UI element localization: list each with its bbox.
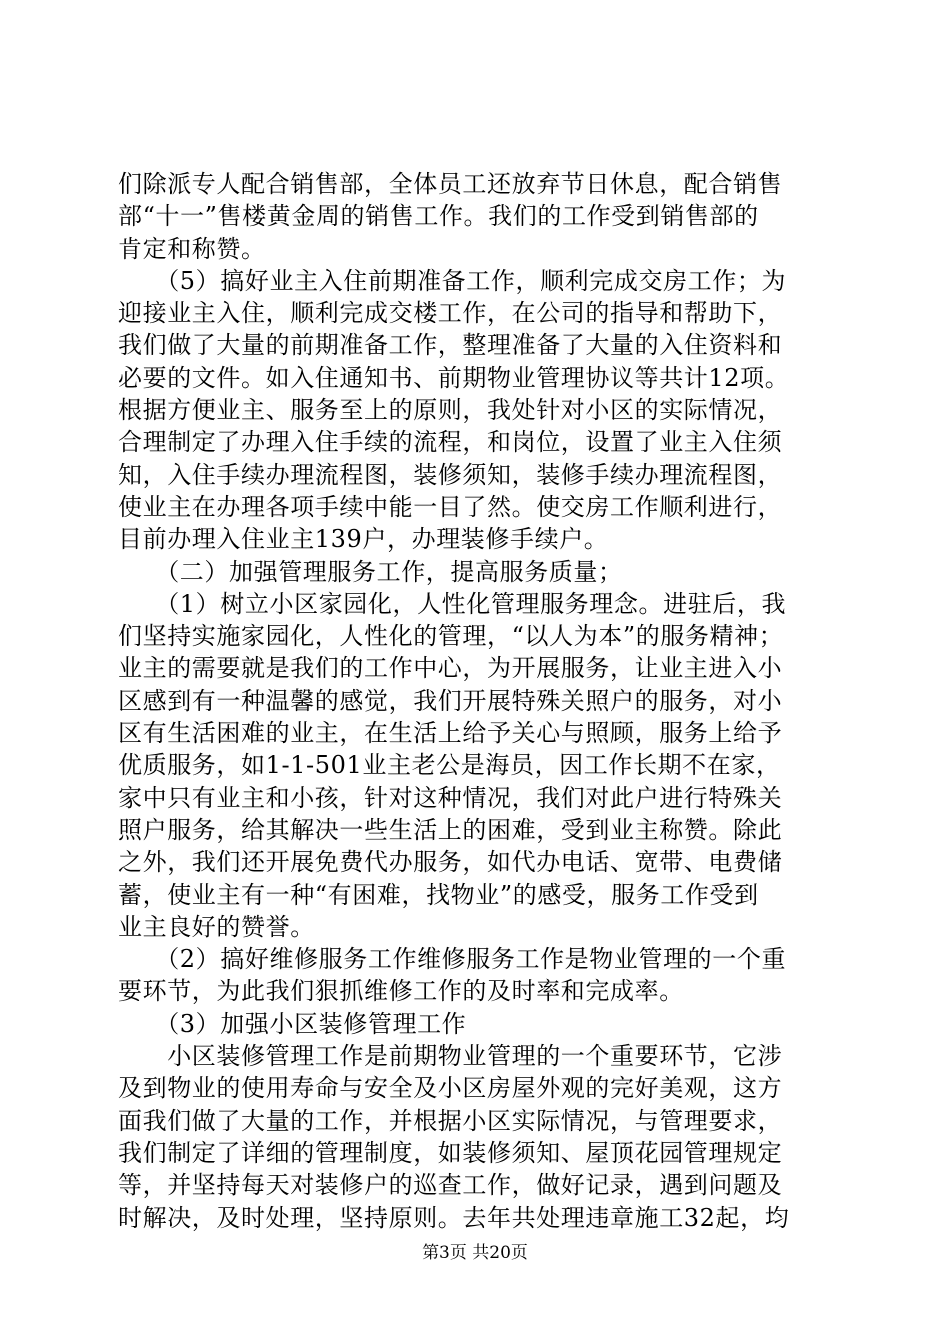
- text-line: 及到物业的使用寿命与安全及小区房屋外观的完好美观，这方: [118, 1074, 783, 1103]
- text-line: 知，入住手续办理流程图，装修须知，装修手续办理流程图，: [118, 460, 783, 489]
- text-line: 必要的文件。如入住通知书、前期物业管理协议等共计12项。: [118, 363, 790, 392]
- text-line: 业主良好的赞誉。: [118, 912, 315, 941]
- text-line: 小区装修管理工作是前期物业管理的一个重要环节，它涉: [118, 1042, 783, 1071]
- text-line: 我们制定了详细的管理制度，如装修须知、屋顶花园管理规定: [118, 1138, 783, 1167]
- text-line: （5）搞好业主入住前期准备工作，顺利完成交房工作；为: [118, 266, 787, 295]
- text-line: 目前办理入住业主139户，办理装修手续户。: [118, 525, 609, 554]
- text-line: 家中只有业主和小孩，针对这种情况，我们对此户进行特殊关: [118, 783, 783, 812]
- text-line: 优质服务，如1-1-501业主老公是海员，因工作长期不在家，: [118, 751, 781, 780]
- text-line: 区感到有一种温馨的感觉，我们开展特殊关照户的服务，对小: [118, 686, 783, 715]
- page-number-label: 第3页 共20页: [422, 1243, 528, 1263]
- text-line: 蓄，使业主有一种“有困难，找物业”的感受，服务工作受到: [118, 880, 759, 909]
- text-line: 使业主在办理各项手续中能一目了然。使交房工作顺利进行，: [118, 492, 783, 521]
- text-line: 等，并坚持每天对装修户的巡查工作，做好记录，遇到问题及: [118, 1171, 783, 1200]
- text-line: 业主的需要就是我们的工作中心，为开展服务，让业主进入小: [118, 654, 783, 683]
- text-line: （2）搞好维修服务工作维修服务工作是物业管理的一个重: [118, 945, 787, 974]
- text-line: 们除派专人配合销售部，全体员工还放弃节日休息，配合销售: [118, 170, 783, 198]
- text-line: （二）加强管理服务工作，提高服务质量；: [118, 557, 623, 586]
- text-line: 要环节，为此我们狠抓维修工作的及时率和完成率。: [118, 977, 684, 1006]
- text-line: 区有生活困难的业主，在生活上给予关心与照顾，服务上给予: [118, 719, 783, 748]
- text-line: 面我们做了大量的工作，并根据小区实际情况，与管理要求，: [118, 1106, 783, 1135]
- text-line: 迎接业主入住，顺利完成交楼工作，在公司的指导和帮助下，: [118, 299, 783, 328]
- text-line: 时解决，及时处理，坚持原则。去年共处理违章施工32起，均: [118, 1203, 790, 1232]
- text-line: （1）树立小区家园化，人性化管理服务理念。进驻后，我: [118, 589, 787, 618]
- body-text: [118, 168, 834, 1234]
- page-footer: [0, 1241, 950, 1265]
- text-line: 们坚持实施家园化，人性化的管理，“以人为本”的服务精神；: [118, 622, 784, 651]
- text-line: 合理制定了办理入住手续的流程，和岗位，设置了业主入住须: [118, 428, 783, 457]
- text-line: 根据方便业主、服务至上的原则，我处针对小区的实际情况，: [118, 396, 783, 425]
- text-line: （3）加强小区装修管理工作: [118, 1009, 467, 1038]
- text-line: 部“十一”售楼黄金周的销售工作。我们的工作受到销售部的: [118, 202, 759, 231]
- text-line: 之外，我们还开展免费代办服务，如代办电话、宽带、电费储: [118, 848, 783, 877]
- text-line: 照户服务，给其解决一些生活上的困难，受到业主称赞。除此: [118, 815, 783, 844]
- text-line: 我们做了大量的前期准备工作，整理准备了大量的入住资料和: [118, 331, 783, 360]
- text-line: 肯定和称赞。: [118, 234, 266, 263]
